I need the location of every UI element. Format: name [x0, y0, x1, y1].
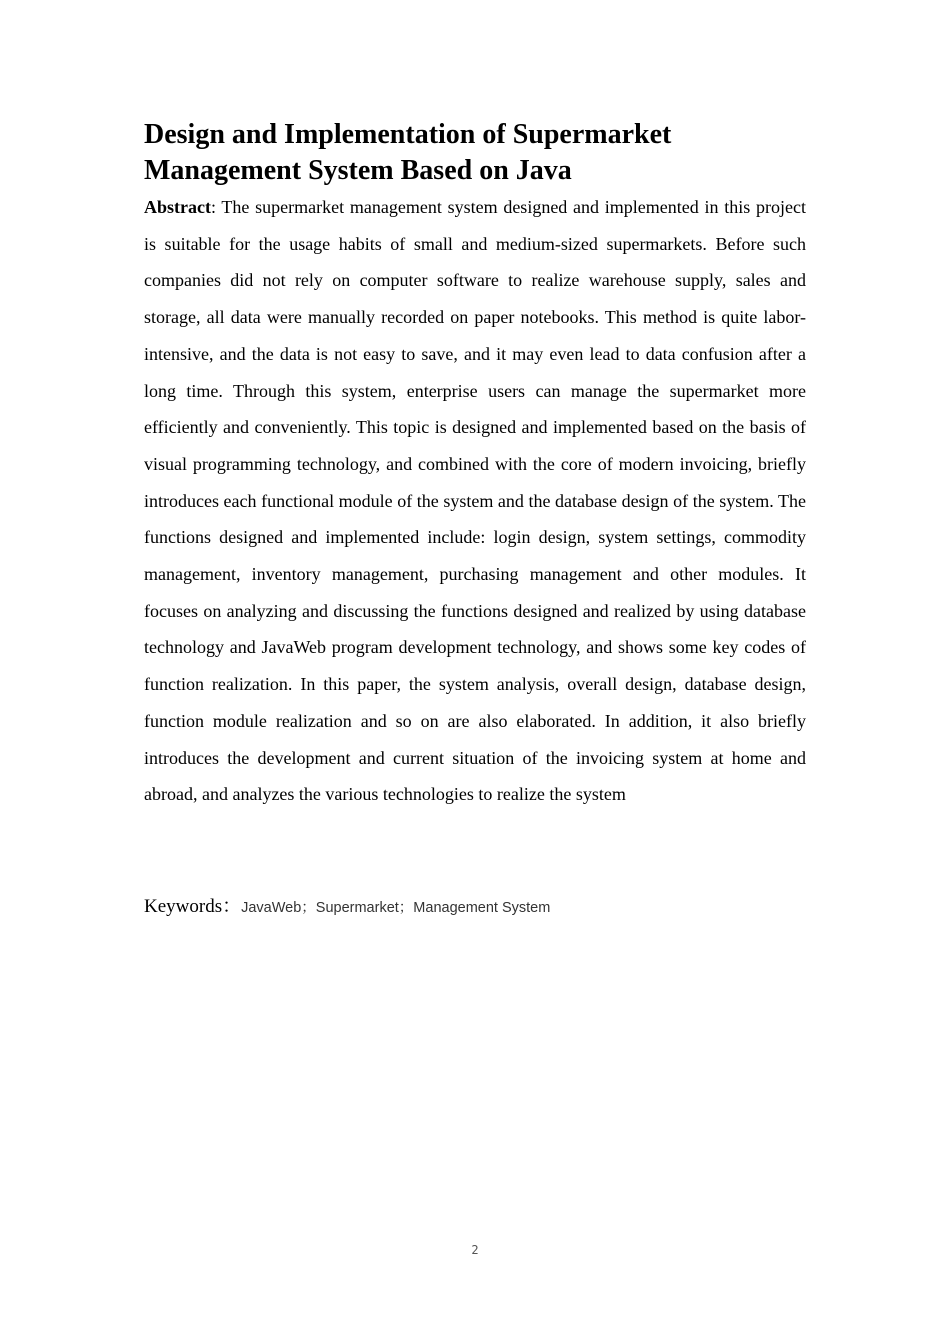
- abstract-paragraph: [144, 189, 806, 813]
- paper-title: [144, 117, 806, 189]
- paper-title-line-2: Management System Based on Java: [144, 155, 572, 186]
- keywords-label: Keywords：: [144, 896, 242, 917]
- abstract-label: Abstract: [144, 197, 211, 217]
- page-number: 2: [471, 1243, 479, 1257]
- paper-title-line-1: Design and Implementation of Supermarket: [144, 119, 672, 150]
- abstract-text: : The supermarket management system designed and implemented in this project is suitable for the usage habits of small and medium-sized supermarkets. Before such companies did not rely on computer software to realize warehouse supply, sales and storage, all data were manually recorded on paper notebooks. This method is quite labor-intensive, and the data is not easy to save, and it may even lead to data confusion after a long time. Through this system, enterprise users can manage the supermarket more efficiently and conveniently. This topic is designed and implemented based on the basis of visual programming technology, and combined with the core of modern invoicing, briefly introduces each functional module of the system and the database design of the system. The functions designed and implemented include: login design, system settings, commodity management, inventory management, purchasing management and other modules. It focuses on analyzing and discussing the functions designed and realized by using database technology and JavaWeb program development technology, and shows some key codes of function realization. In this paper, the system analysis, overall design, database design, function module realization and so on are also elaborated. In addition, it also briefly introduces the development and current situation of the invoicing system at home and abroad, and analyzes the various technologies to realize the system: [144, 197, 806, 805]
- keywords-values: JavaWeb；Supermarket；Management System: [241, 900, 551, 916]
- keywords-line: [144, 889, 806, 926]
